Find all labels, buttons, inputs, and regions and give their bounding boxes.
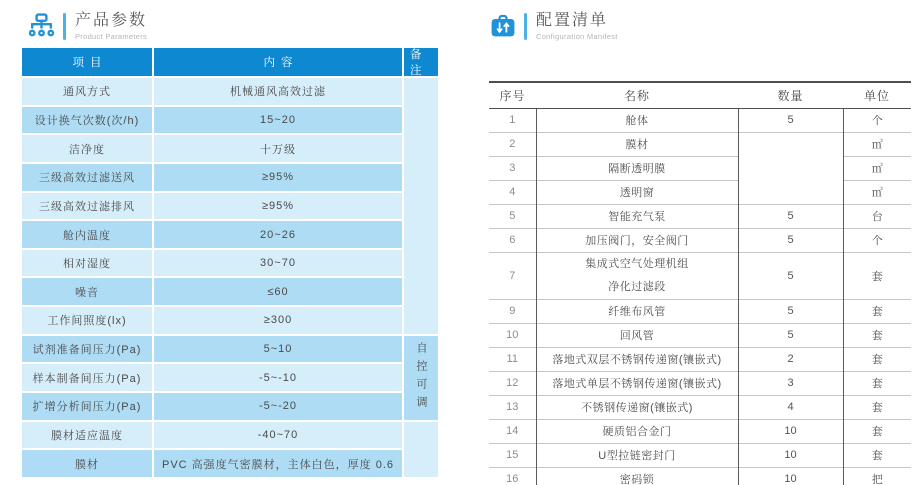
config-qty-cell: 10 — [738, 443, 843, 467]
config-name-cell: 透明窗 — [536, 180, 738, 204]
config-table-row — [489, 252, 911, 299]
config-column-header: 名称 — [536, 82, 738, 108]
param-item-cell: 相对湿度 — [22, 250, 152, 277]
product-parameters-table — [22, 48, 438, 477]
param-item-cell: 膜材 — [22, 450, 152, 477]
param-content-cell: ≤60 — [154, 278, 402, 305]
param-content-cell: -5~-10 — [154, 364, 402, 391]
config-table-row — [489, 419, 911, 443]
param-content-cell: ≥300 — [154, 307, 402, 334]
left-panel-subtitle: Product Parameters — [75, 31, 148, 41]
config-unit-cell: ㎡ — [843, 132, 911, 156]
config-name-cell: 不锈钢传递窗(镶嵌式) — [536, 395, 738, 419]
config-name-cell: 落地式单层不锈钢传递窗(镶嵌式) — [536, 371, 738, 395]
config-seq-cell: 16 — [489, 467, 536, 485]
config-qty-cell: 2 — [738, 347, 843, 371]
param-content-cell: -40~70 — [154, 422, 402, 449]
param-remark-cell — [404, 78, 438, 334]
config-unit-cell: 把 — [843, 467, 911, 485]
config-name-cell: 落地式双层不锈钢传递窗(镶嵌式) — [536, 347, 738, 371]
config-qty-cell — [738, 132, 843, 204]
param-item-cell: 通风方式 — [22, 78, 152, 105]
param-item-cell: 样本制备间压力(Pa) — [22, 364, 152, 391]
config-unit-cell: 个 — [843, 108, 911, 132]
config-qty-cell: 5 — [738, 323, 843, 347]
config-unit-cell: ㎡ — [843, 180, 911, 204]
param-remark-cell — [404, 422, 438, 477]
param-column-header: 备注 — [404, 48, 438, 76]
config-qty-cell: 5 — [738, 204, 843, 228]
config-table-row — [489, 108, 911, 132]
param-content-cell: ≥95% — [154, 164, 402, 191]
param-column-header: 项目 — [22, 48, 152, 76]
configuration-manifest-header — [489, 9, 916, 43]
config-seq-cell: 5 — [489, 204, 536, 228]
config-name-cell: 集成式空气处理机组 净化过滤段 — [536, 252, 738, 299]
param-item-cell: 舱内温度 — [22, 221, 152, 248]
param-content-cell: 30~70 — [154, 250, 402, 277]
config-seq-cell: 9 — [489, 299, 536, 323]
param-remark-cell: 自控可调 — [404, 336, 438, 420]
config-seq-cell: 14 — [489, 419, 536, 443]
config-seq-cell: 3 — [489, 156, 536, 180]
param-item-cell: 工作间照度(lx) — [22, 307, 152, 334]
config-unit-cell: 套 — [843, 419, 911, 443]
config-seq-cell: 2 — [489, 132, 536, 156]
param-content-cell: 十万级 — [154, 135, 402, 162]
sitemap-icon — [28, 13, 55, 39]
config-column-header: 单位 — [843, 82, 911, 108]
param-item-cell: 洁净度 — [22, 135, 152, 162]
header-divider-bar — [63, 13, 66, 40]
param-content-cell: 15~20 — [154, 107, 402, 134]
config-unit-cell: 套 — [843, 371, 911, 395]
config-unit-cell: 套 — [843, 395, 911, 419]
configuration-manifest-panel — [458, 0, 916, 485]
config-qty-cell: 3 — [738, 371, 843, 395]
param-item-cell: 设计换气次数(次/h) — [22, 107, 152, 134]
config-table-row — [489, 323, 911, 347]
config-unit-cell: 套 — [843, 299, 911, 323]
config-name-cell: 密码锁 — [536, 467, 738, 485]
config-unit-cell: 套 — [843, 252, 911, 299]
config-seq-cell: 10 — [489, 323, 536, 347]
config-name-cell: 硬质铝合金门 — [536, 419, 738, 443]
config-unit-cell: 套 — [843, 347, 911, 371]
config-table-row — [489, 467, 911, 485]
config-name-cell: 膜材 — [536, 132, 738, 156]
header-divider-bar — [524, 13, 527, 40]
config-table-row — [489, 180, 911, 204]
param-item-cell: 噪音 — [22, 278, 152, 305]
config-qty-cell: 5 — [738, 299, 843, 323]
config-seq-cell: 12 — [489, 371, 536, 395]
param-item-cell: 扩增分析间压力(Pa) — [22, 393, 152, 420]
config-table-row — [489, 443, 911, 467]
param-content-cell: ≥95% — [154, 193, 402, 220]
config-qty-cell: 4 — [738, 395, 843, 419]
right-panel-subtitle: Configuration Manifest — [536, 31, 618, 41]
config-qty-cell: 10 — [738, 467, 843, 485]
config-name-cell: 舱体 — [536, 108, 738, 132]
product-parameters-header — [28, 9, 458, 43]
config-seq-cell: 11 — [489, 347, 536, 371]
param-item-cell: 三级高效过滤排风 — [22, 193, 152, 220]
param-content-cell: PVC 高强度气密膜材，主体白色，厚度 0.6 — [154, 450, 402, 477]
param-item-cell: 膜材适应温度 — [22, 422, 152, 449]
config-table-header-row — [489, 82, 911, 108]
config-table-row — [489, 299, 911, 323]
param-item-cell: 三级高效过滤送风 — [22, 164, 152, 191]
config-name-cell: 回风管 — [536, 323, 738, 347]
left-panel-title: 产品参数 — [75, 11, 148, 29]
config-seq-cell: 4 — [489, 180, 536, 204]
right-panel-title: 配置清单 — [536, 11, 609, 29]
param-column-header: 内容 — [154, 48, 402, 76]
config-table-row — [489, 395, 911, 419]
config-table-row — [489, 228, 911, 252]
config-table-row — [489, 204, 911, 228]
config-name-cell: 加压阀门，安全阀门 — [536, 228, 738, 252]
config-seq-cell: 6 — [489, 228, 536, 252]
param-item-cell: 试剂准备间压力(Pa) — [22, 336, 152, 363]
config-unit-cell: 套 — [843, 443, 911, 467]
config-table-row — [489, 132, 911, 156]
config-unit-cell: 个 — [843, 228, 911, 252]
config-table-row — [489, 371, 911, 395]
config-qty-cell: 5 — [738, 228, 843, 252]
config-seq-cell: 7 — [489, 252, 536, 299]
config-seq-cell: 1 — [509, 114, 516, 126]
config-column-header: 数量 — [738, 82, 843, 108]
config-qty-cell: 5 — [787, 114, 794, 126]
config-unit-cell: 台 — [843, 204, 911, 228]
toolbox-icon — [489, 13, 516, 39]
config-unit-cell: ㎡ — [843, 156, 911, 180]
param-content-cell: 机械通风高效过滤 — [154, 78, 402, 105]
config-unit-cell: 套 — [843, 323, 911, 347]
config-table-row — [489, 156, 911, 180]
config-qty-cell: 5 — [738, 252, 843, 299]
config-seq-cell: 13 — [489, 395, 536, 419]
param-content-cell: 5~10 — [154, 336, 402, 363]
config-name-cell: 隔断透明膜 — [536, 156, 738, 180]
param-content-cell: 20~26 — [154, 221, 402, 248]
config-name-cell: U型拉链密封门 — [536, 443, 738, 467]
config-seq-cell: 15 — [489, 443, 536, 467]
config-qty-cell: 10 — [738, 419, 843, 443]
configuration-manifest-table — [489, 81, 911, 485]
config-table-row — [489, 347, 911, 371]
config-name-cell: 纤维布风管 — [536, 299, 738, 323]
config-name-cell: 智能充气泵 — [536, 204, 738, 228]
config-column-header: 序号 — [489, 82, 536, 108]
param-content-cell: -5~-20 — [154, 393, 402, 420]
